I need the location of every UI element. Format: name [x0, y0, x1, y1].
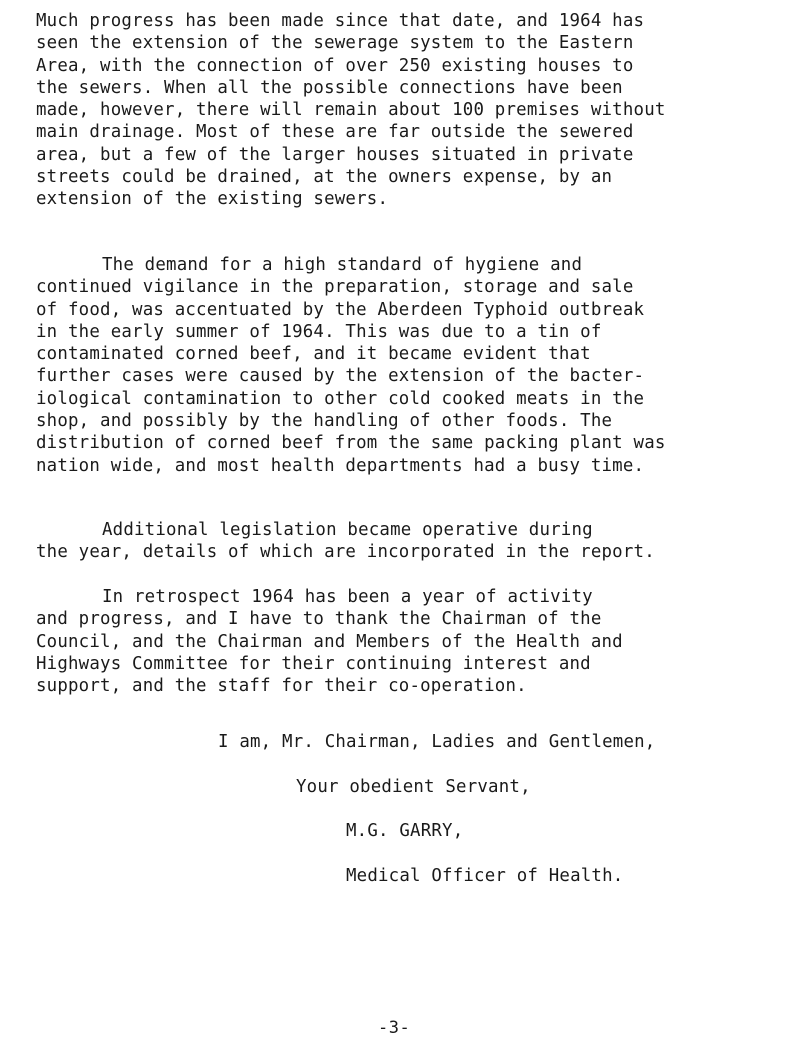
text-line: main drainage. Most of these are far outside the sewered	[36, 122, 634, 143]
text-line: Highways Committee for their continuing interest and	[36, 653, 591, 674]
text-line: of food, was accentuated by the Aberdeen Typhoid outbreak	[36, 299, 645, 320]
text-line: made, however, there will remain about 100 premises without	[36, 100, 666, 121]
text-line: the sewers. When all the possible connections have been	[36, 77, 623, 98]
paragraph-food-hygiene	[36, 254, 776, 477]
text-line: The demand for a high standard of hygiene and	[102, 255, 583, 275]
text-line: shop, and possibly by the handling of other foods. The	[36, 411, 613, 432]
paragraph-legislation	[36, 519, 776, 564]
closing-salutation: I am, Mr. Chairman, Ladies and Gentlemen,	[218, 732, 656, 752]
text-line: distribution of corned beef from the same packing plant was	[36, 433, 666, 454]
text-line: streets could be drained, at the owners expense, by an	[36, 167, 613, 188]
text-line: In retrospect 1964 has been a year of activity	[102, 587, 593, 607]
signature: M.G. GARRY,	[346, 821, 464, 841]
text-line: iological contamination to other cold cooked meats in the	[36, 388, 645, 409]
text-line: continued vigilance in the preparation, storage and sale	[36, 277, 634, 298]
text-line: support, and the staff for their co-operation.	[36, 676, 527, 697]
text-line: the year, details of which are incorporated in the report.	[36, 542, 655, 563]
closing-valediction: Your obedient Servant,	[296, 777, 531, 797]
text-line: further cases were caused by the extension of the bacter-	[36, 366, 645, 387]
text-line: seen the extension of the sewerage system to the Eastern	[36, 33, 634, 54]
text-line: in the early summer of 1964. This was due to a tin of	[36, 321, 602, 342]
text-line: Much progress has been made since that date, and 1964 has	[36, 11, 645, 31]
signatory-title: Medical Officer of Health.	[346, 866, 624, 886]
text-line: Additional legislation became operative during	[102, 520, 593, 540]
text-line: Council, and the Chairman and Members of the Health and	[36, 631, 623, 652]
paragraph-sewerage	[36, 10, 776, 211]
text-line: contaminated corned beef, and it became evident that	[36, 344, 591, 365]
text-line: area, but a few of the larger houses situated in private	[36, 144, 634, 165]
text-line: and progress, and I have to thank the Chairman of the	[36, 609, 602, 630]
text-line: nation wide, and most health departments had a busy time.	[36, 455, 645, 476]
page-number: -3-	[378, 1018, 411, 1038]
text-line: Area, with the connection of over 250 existing houses to	[36, 55, 634, 76]
text-line: extension of the existing sewers.	[36, 189, 389, 210]
paragraph-retrospect	[36, 586, 776, 697]
